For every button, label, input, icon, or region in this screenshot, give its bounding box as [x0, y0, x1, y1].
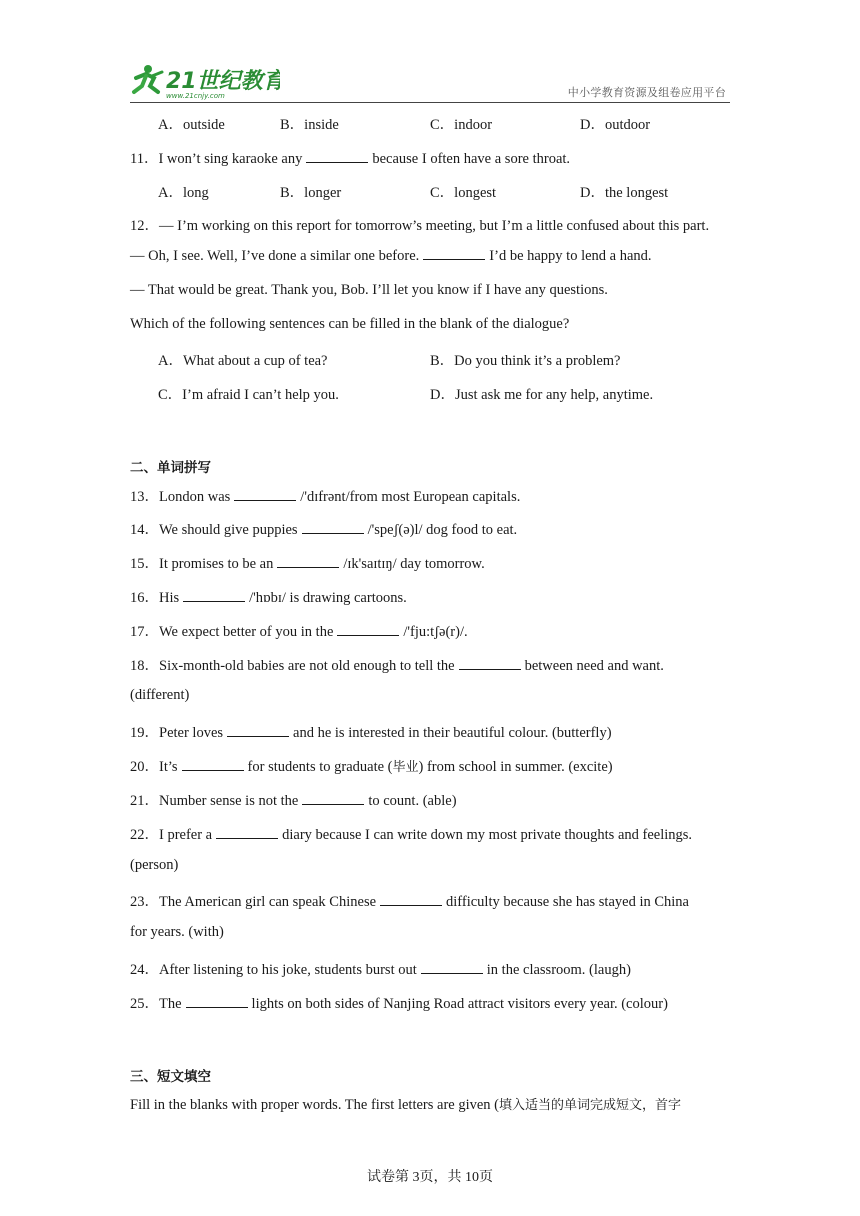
answer-blank[interactable]	[227, 725, 289, 737]
question-text: /'fju:tʃə(r)/.	[403, 624, 468, 640]
q12-option-c: C．I’m afraid I can’t help you.	[158, 387, 339, 403]
question-text: 15．It promises to be an	[130, 556, 274, 572]
question-21	[130, 789, 457, 810]
answer-blank[interactable]	[234, 489, 296, 501]
question-23	[130, 890, 689, 911]
question-text: /ɪk'saɪtɪŋ/ day tomorrow.	[343, 556, 485, 572]
question-12-line1: 12．— I’m working on this report for tomorrow’s meeting, but I’m a little confused about this part.	[130, 218, 710, 234]
q11-option-b: B．longer	[280, 185, 342, 201]
question-text: 21．Number sense is not the	[130, 793, 299, 809]
question-text: /'speʃ(ə)l/ dog food to eat.	[367, 522, 518, 538]
question-22	[130, 823, 692, 844]
answer-blank[interactable]	[380, 894, 442, 906]
instruction-text-chinese: 填入适当的单词完成短文，首字	[499, 1098, 682, 1113]
question-text: lights on both sides of Nanjing Road attract visitors every year. (colour)	[251, 996, 668, 1012]
section-3-instructions	[130, 1094, 681, 1114]
question-12-line4: Which of the following sentences can be filled in the blank of the dialogue?	[130, 316, 570, 332]
answer-blank[interactable]	[306, 151, 368, 163]
question-15	[130, 552, 485, 573]
q12-option-d: D．Just ask me for any help, anytime.	[430, 387, 654, 403]
question-text: diary because I can write down my most private thoughts and feelings.	[282, 827, 693, 843]
q11-option-a: A．long	[158, 185, 209, 201]
question-14	[130, 518, 517, 539]
question-text: 23．The American girl can speak Chinese	[130, 894, 377, 910]
question-text: I won’t sing karaoke any	[158, 151, 303, 167]
question-text: 24．After listening to his joke, students burst out	[130, 962, 417, 978]
question-25	[130, 992, 668, 1013]
answer-blank[interactable]	[182, 759, 244, 771]
question-20	[130, 755, 613, 776]
answer-blank[interactable]	[183, 590, 245, 602]
runner-logo-icon	[130, 62, 280, 100]
q10-option-a: A．outside	[158, 117, 225, 133]
question-text: difficulty because she has stayed in China	[446, 894, 689, 910]
svg-text:www.21cnjy.com: www.21cnjy.com	[166, 92, 225, 100]
question-text: 17．We expect better of you in the	[130, 624, 334, 640]
section-2-title: 二、单词拼写	[130, 460, 211, 476]
site-logo	[130, 62, 280, 100]
question-12-line2	[130, 248, 652, 265]
q11-option-c: C．longest	[430, 185, 497, 201]
question-text: 22．I prefer a	[130, 827, 213, 843]
question-text: I’d be happy to lend a hand.	[489, 248, 652, 264]
question-13	[130, 485, 520, 506]
q12-option-b: B．Do you think it’s a problem?	[430, 353, 621, 369]
platform-name: 中小学教育资源及组卷应用平台	[567, 86, 726, 99]
answer-blank[interactable]	[337, 624, 399, 636]
question-text: 18．Six-month-old babies are not old enough to tell the	[130, 658, 455, 674]
svg-text:21世纪教育: 21世纪教育	[166, 69, 280, 94]
q11-option-d: D．the longest	[580, 185, 669, 201]
q10-option-b: B．inside	[280, 117, 339, 133]
question-17	[130, 620, 468, 641]
question-11	[130, 147, 570, 168]
chinese-gloss: 毕业	[392, 760, 419, 775]
answer-blank[interactable]	[421, 962, 483, 974]
question-23-hint: for years. (with)	[130, 924, 224, 940]
question-24	[130, 958, 631, 979]
question-text: 13．London was	[130, 489, 231, 505]
question-text: 25．The	[130, 996, 182, 1012]
question-18	[130, 654, 664, 675]
answer-blank[interactable]	[423, 248, 485, 260]
question-text: 14．We should give puppies	[130, 522, 298, 538]
answer-blank[interactable]	[302, 522, 364, 534]
question-19	[130, 721, 612, 742]
question-text: 20．It’s	[130, 759, 178, 775]
answer-blank[interactable]	[216, 827, 278, 839]
question-text: for students to graduate (	[247, 759, 393, 775]
question-22-hint: (person)	[130, 857, 179, 873]
question-number: 11．	[130, 151, 159, 167]
q10-option-d: D．outdoor	[580, 117, 651, 133]
question-text: 16．His	[130, 590, 180, 606]
answer-blank[interactable]	[459, 658, 521, 670]
answer-blank[interactable]	[186, 996, 248, 1008]
page-header	[130, 62, 730, 103]
question-text: /'hɒbɪ/ is drawing cartoons.	[249, 590, 407, 606]
question-text: because I often have a sore throat.	[372, 151, 571, 167]
question-18-hint: (different)	[130, 687, 190, 703]
question-16	[130, 586, 407, 607]
q10-option-c: C．indoor	[430, 117, 493, 133]
question-text: /'dɪfrənt/from most European capitals.	[300, 489, 521, 505]
q12-option-a: A．What about a cup of tea?	[158, 353, 328, 369]
question-text: between need and want.	[524, 658, 664, 674]
question-12-line3: — That would be great. Thank you, Bob. I’ll let you know if I have any questions.	[130, 282, 608, 298]
question-text: to count. (able)	[368, 793, 457, 809]
question-text: — Oh, I see. Well, I’ve done a similar one before.	[130, 248, 420, 264]
answer-blank[interactable]	[277, 556, 339, 568]
instruction-text: Fill in the blanks with proper words. The first letters are given (	[130, 1097, 499, 1113]
section-3-title: 三、短文填空	[130, 1069, 211, 1085]
question-text: 19．Peter loves	[130, 725, 224, 741]
question-text: and he is interested in their beautiful colour. (butterfly)	[293, 725, 612, 741]
page-footer: 试卷第 3页，共 10页	[367, 1170, 493, 1185]
question-text: in the classroom. (laugh)	[486, 962, 631, 978]
question-text: ) from school in summer. (excite)	[418, 759, 613, 775]
answer-blank[interactable]	[302, 793, 364, 805]
